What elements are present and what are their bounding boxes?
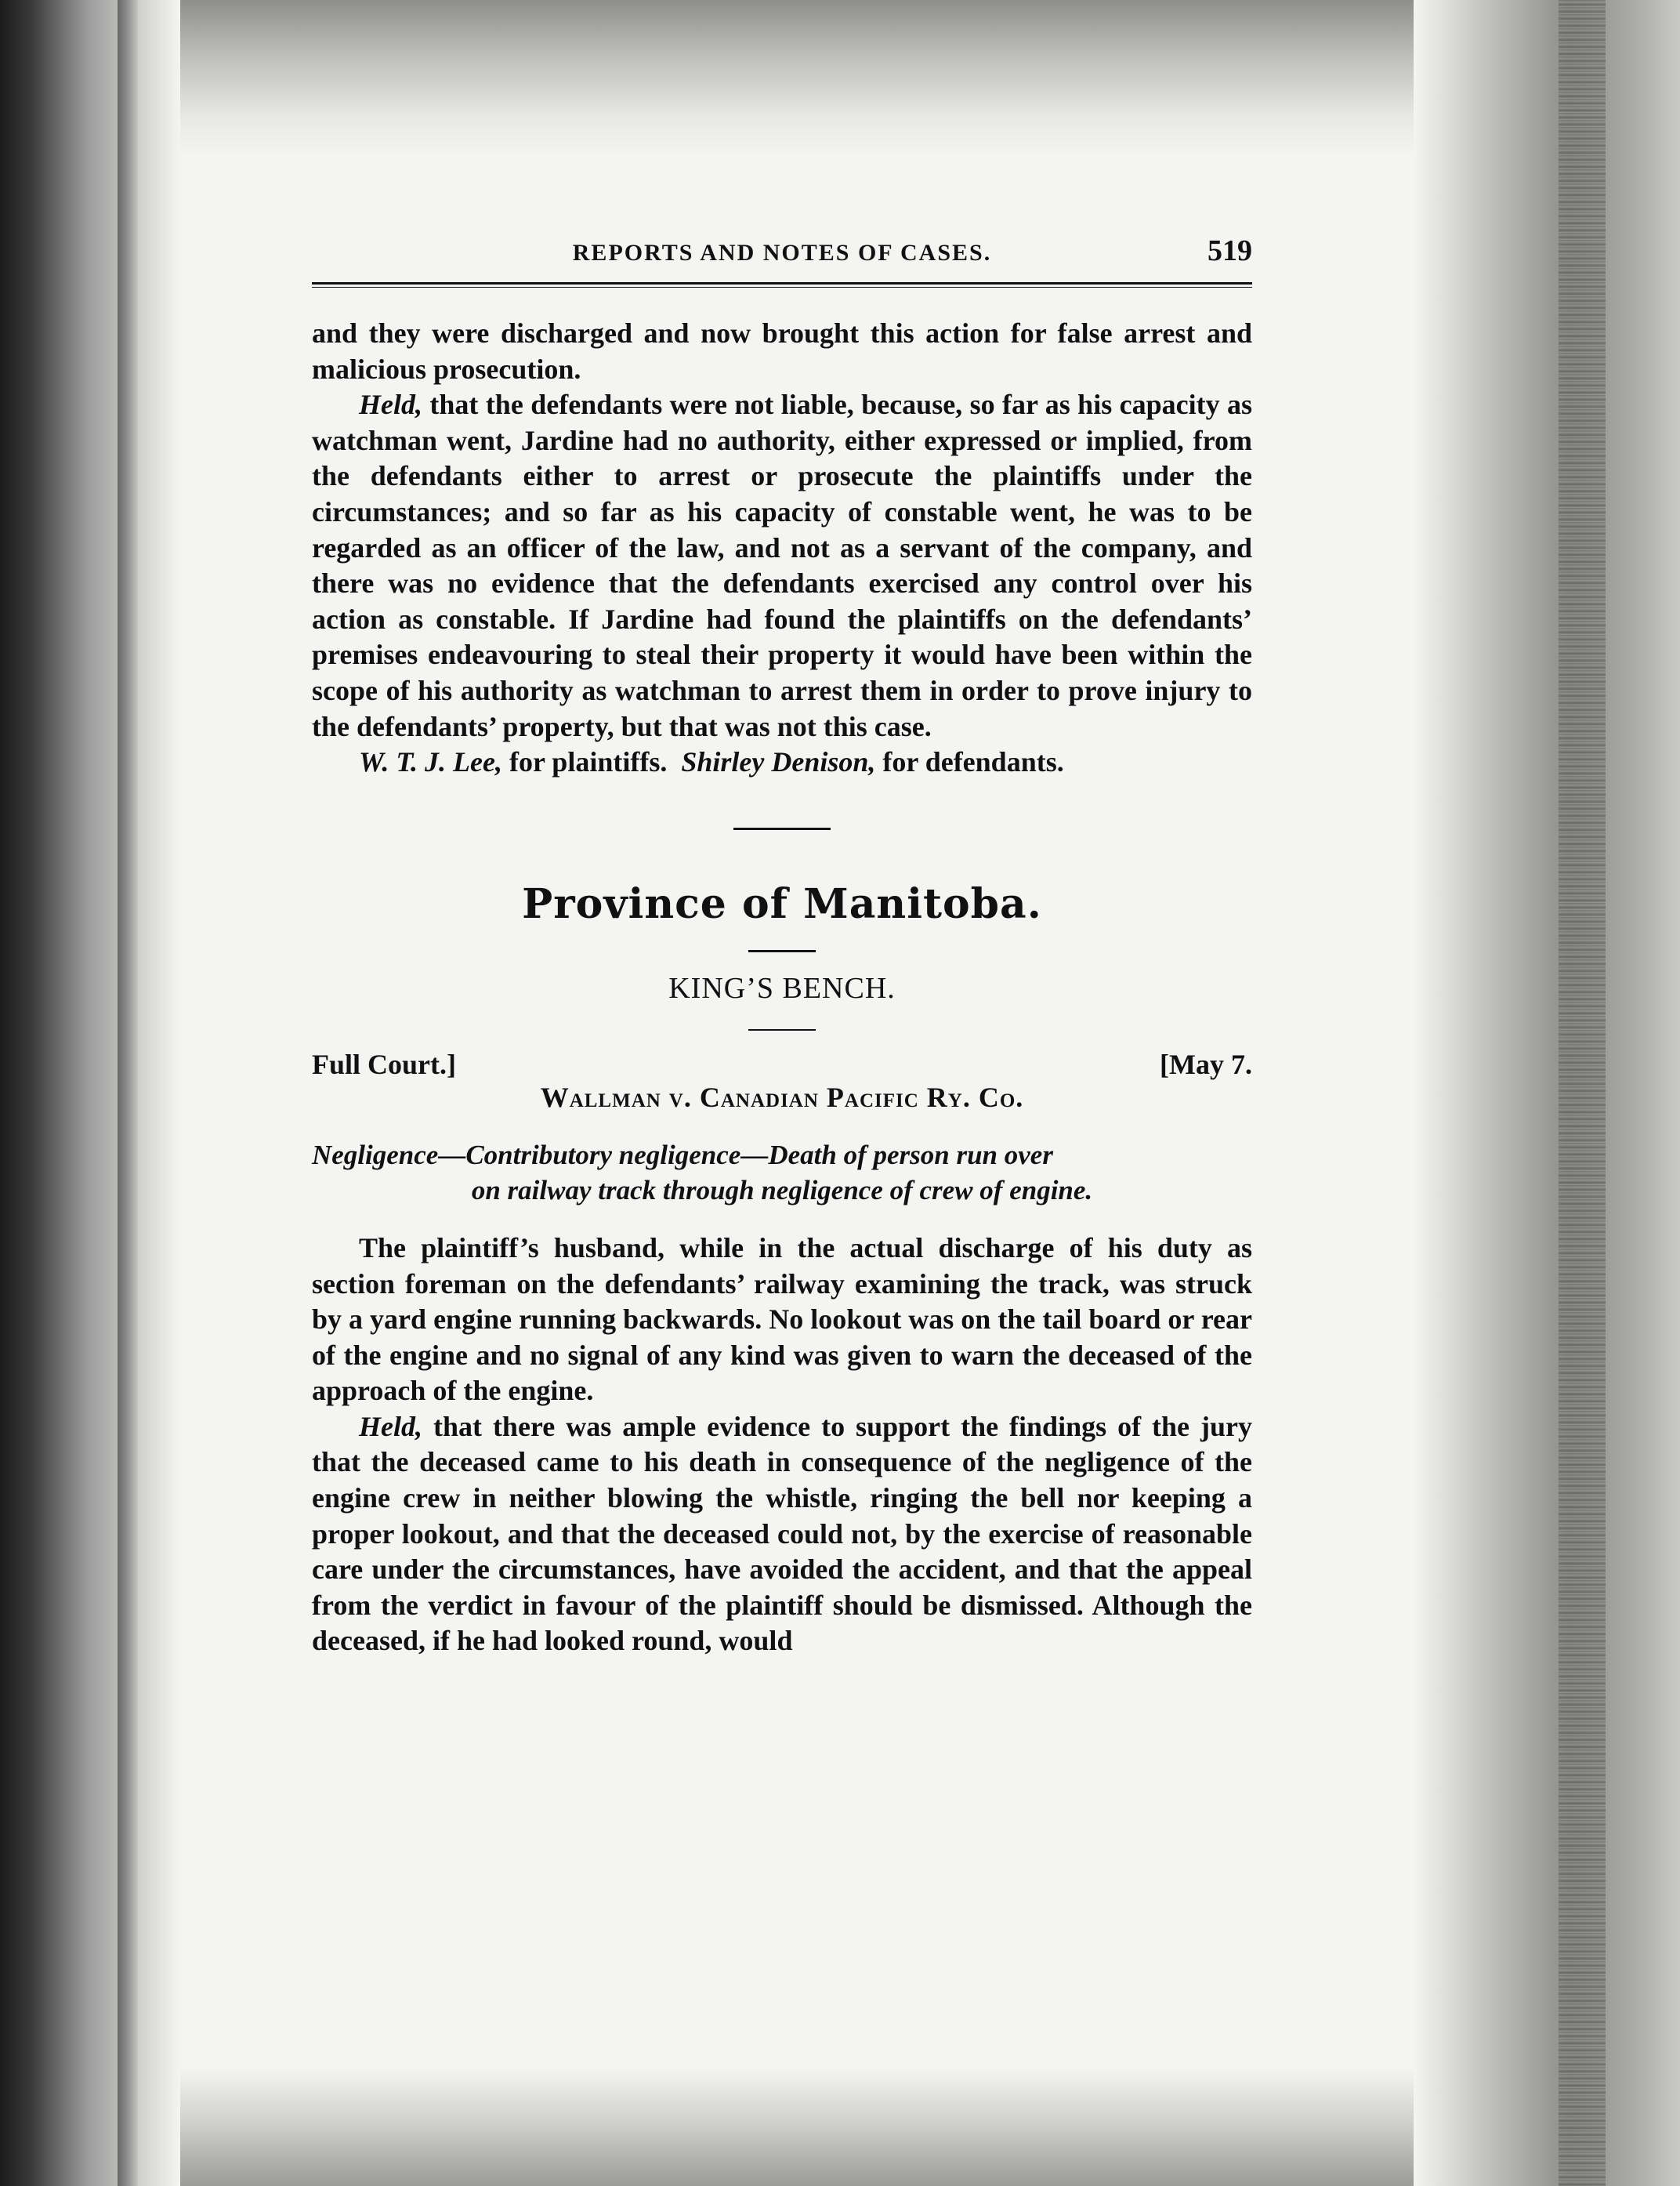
counsel-plaintiff-role: for plaintiffs. [509, 746, 668, 778]
court-line [312, 1048, 1252, 1081]
scan-edge-left [0, 0, 180, 2186]
running-head-title: REPORTS AND NOTES OF CASES. [572, 240, 992, 266]
counsel-defendant-role: for defendants. [882, 746, 1064, 778]
province-heading: Province of Manitoba. [522, 879, 1042, 928]
bench-label: Full Court.] [312, 1048, 456, 1080]
counsel-defendant: Shirley Denison, [681, 746, 876, 778]
held-label: Held, [359, 1410, 422, 1442]
decision-date: [May 7. [1160, 1048, 1252, 1080]
court-heading: KING’S BENCH. [668, 971, 896, 1005]
printed-page [312, 234, 1252, 1659]
headnote-line-1: Negligence—Contributory negligence—Death of person run over [312, 1139, 1053, 1170]
case-two-held [312, 1409, 1252, 1659]
counsel-plaintiff: W. T. J. Lee, [359, 746, 502, 778]
held-text: that the defendants were not liable, because, so far as his capacity as watchman went, Jardine had no authority, either expressed or implied, from the defendants either to arrest or prosecute the plaintiffs under the circumstances; and so far as his capacity of constable went, he was to be regarded as an officer of the law, and not as a servant of the company, and there was no evidence that the defendants exercised any control over his action as constable. If Jardine had found the plaintiffs on the defendants’ premises endeavouring to steal their property it would have been within the scope of his authority as watchman to arrest them in order to prove injury to the defendants’ property, but that was not this case. [312, 389, 1253, 742]
held-text: that there was ample evidence to support the findings of the jury that the deceased came to his death in consequence of the negligence of the engine crew in neither blowing the whistle, ringing the bell nor keeping a proper lookout, and that the deceased could not, by the exercise of reasonable care under the circumstances, have avoided the accident, and that the appeal from the verdict in favour of the plaintiff should be dismissed. Although the deceased, if he had looked round, would [312, 1410, 1252, 1657]
header-rule [312, 282, 1252, 288]
counsel-line [312, 745, 1252, 781]
running-head [312, 234, 1252, 279]
held-label: Held, [359, 389, 422, 421]
case-two-facts: The plaintiff’s husband, while in the actual discharge of his duty as section foreman on the defendants’ railway examining the track, was struck by a yard engine running backwards. No lookout was on the tail board or rear of the engine and no signal of any kind was given to warn the deceased of the approach of the engine. [312, 1231, 1252, 1407]
scan-edge-right [1414, 0, 1680, 2186]
book-spine-shadow [118, 0, 138, 2186]
case-name: Wallman v. Canadian Pacific Ry. Co. [540, 1081, 1024, 1113]
page-stack-edge [1559, 0, 1606, 2186]
case-one-paragraph: and they were discharged and now brought this action for false arrest and malicious prosecution. [312, 317, 1252, 385]
case-one-held [312, 387, 1252, 745]
page-number: 519 [1208, 234, 1252, 267]
headnote-line-2: on railway track through negligence of crew of engine. [471, 1175, 1093, 1206]
